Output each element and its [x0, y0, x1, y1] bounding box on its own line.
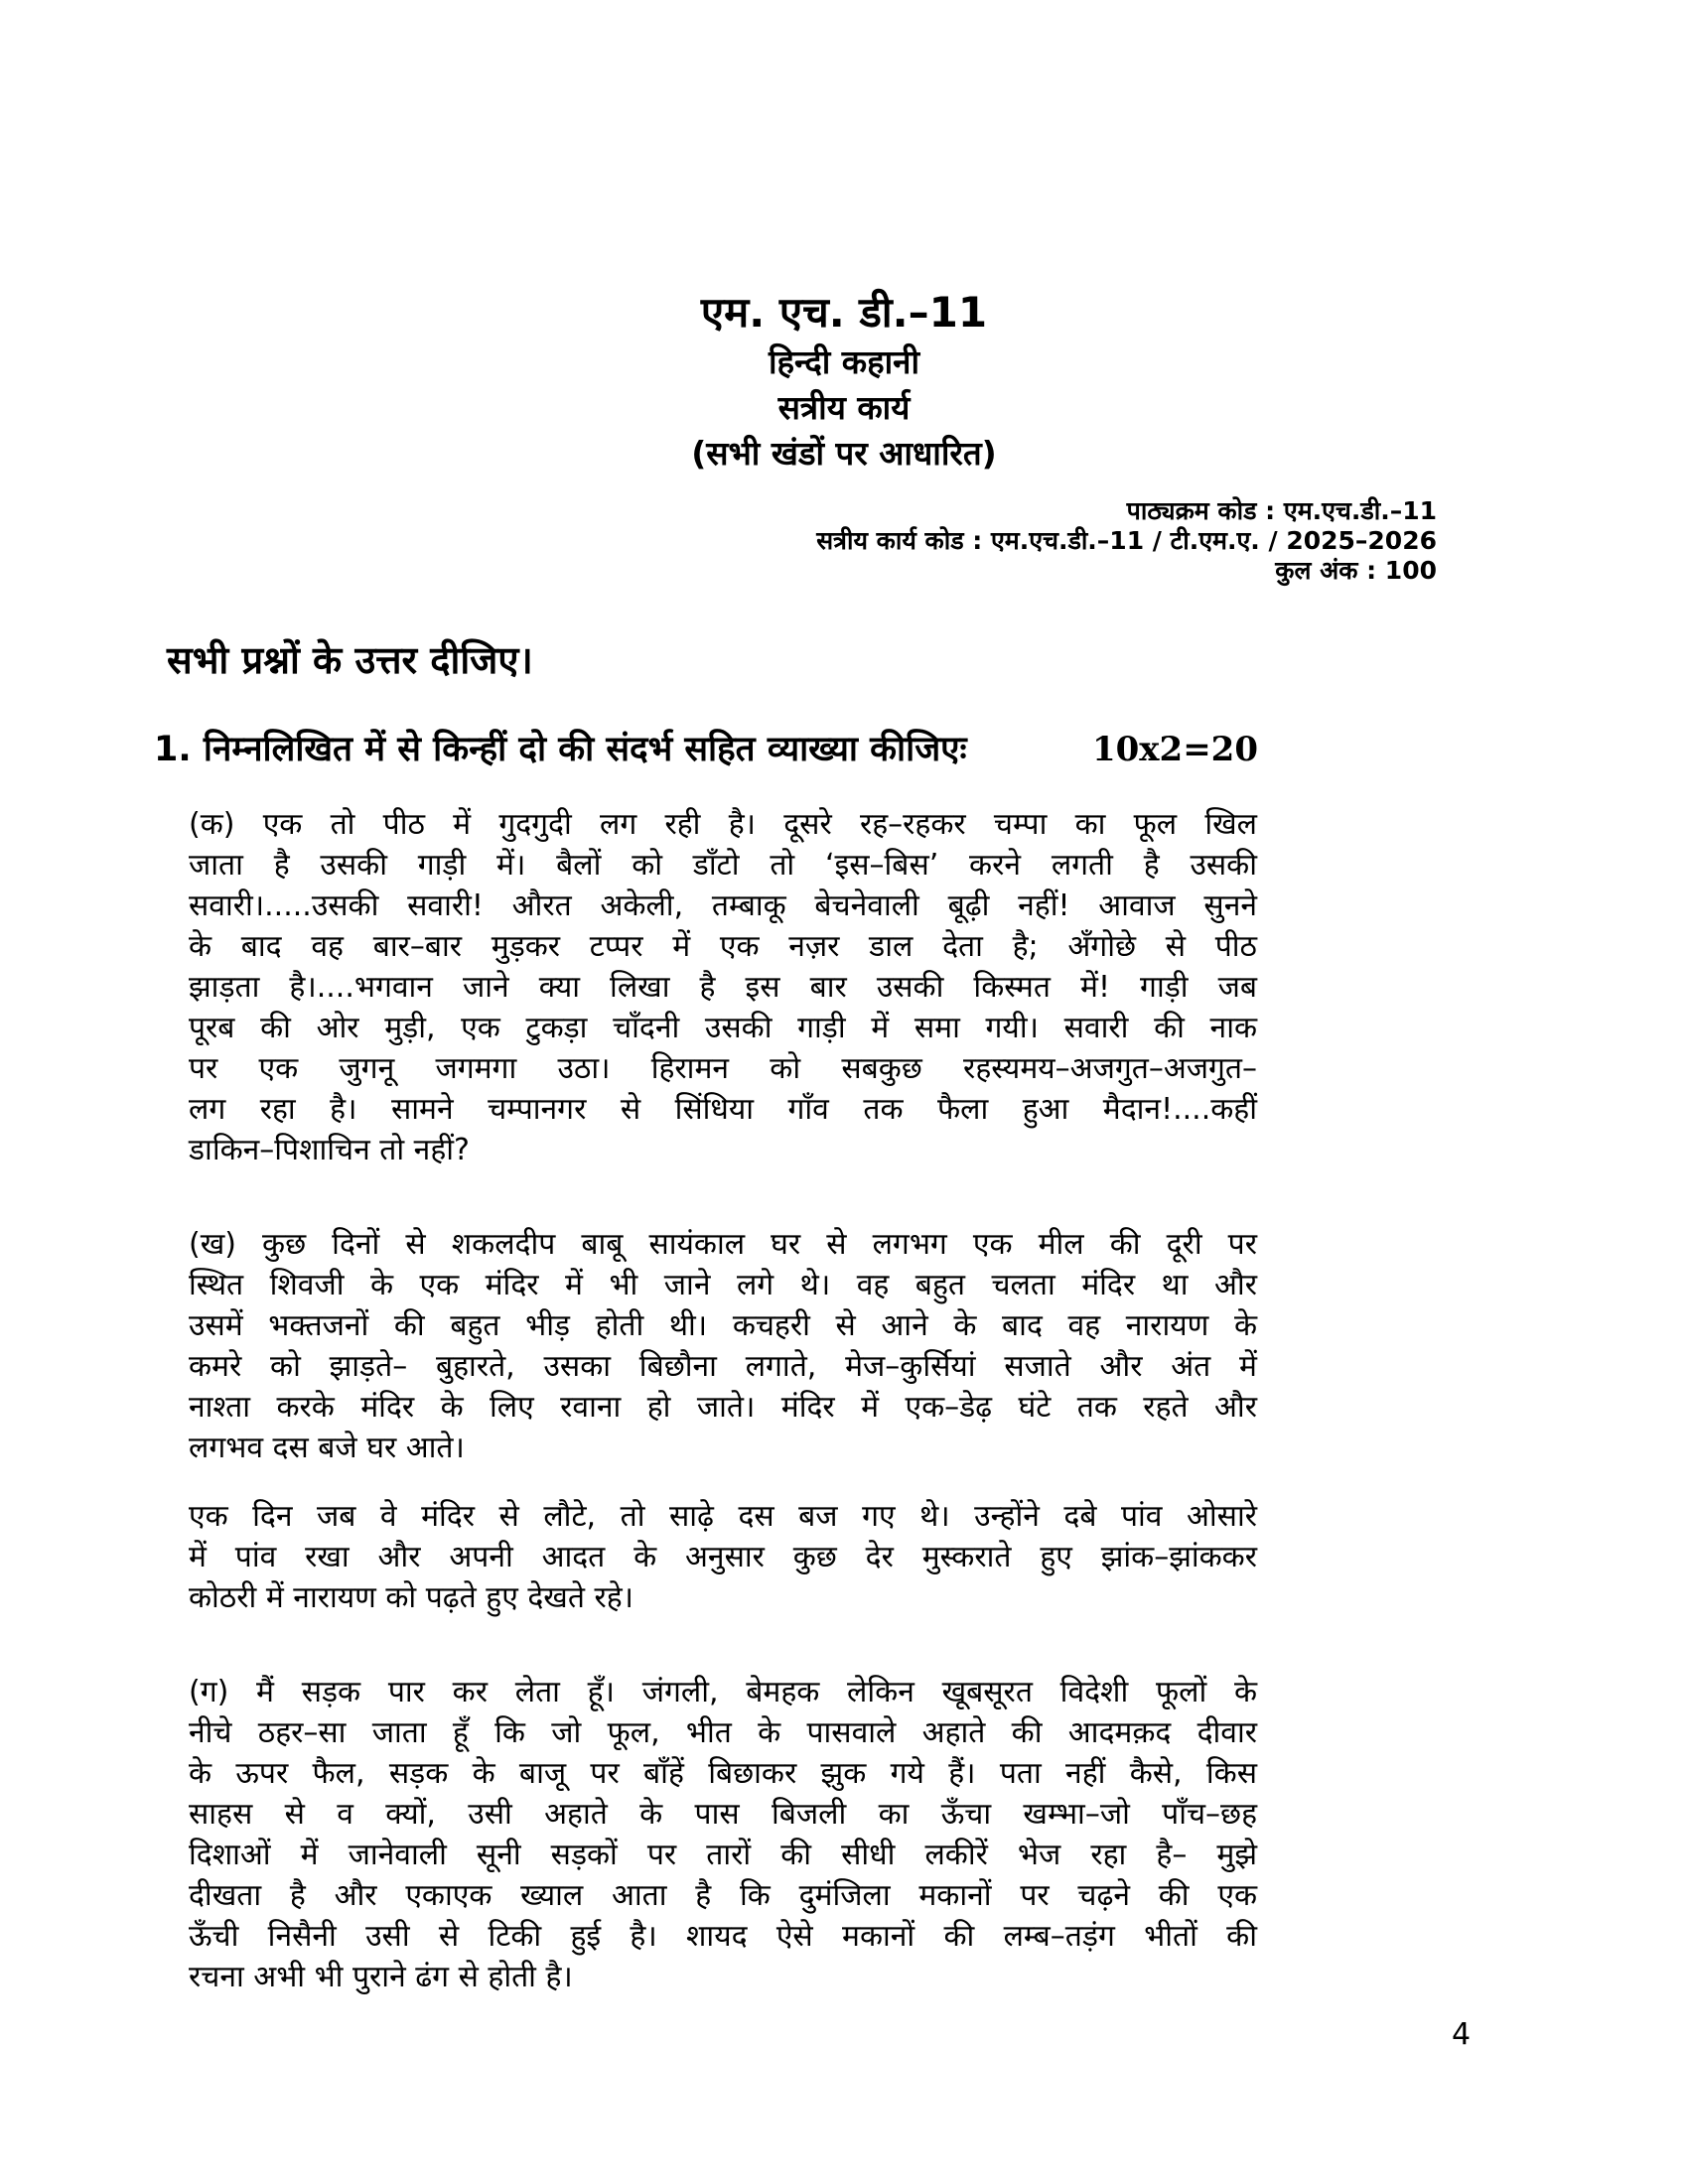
passage-line: रचना अभी भी पुराने ढंग से होती है।: [189, 1960, 573, 1994]
passages-container: [189, 804, 1257, 2051]
question-1-heading: [154, 725, 1258, 771]
passage-line: कमरे को झाड़ते– बुहारते, उसका बिछौना लगाते, मेज–कुर्सियां सजाते और अंत में: [189, 1349, 1257, 1384]
passage-line: सवारी।.....उसकी सवारी! औरत अकेली, तम्बाकू बेचनेवाली बूढ़ी नहीं! आवाज सुनने: [189, 888, 1257, 923]
passage-line: में पांव रखा और अपनी आदत के अनुसार कुछ देर मुस्कराते हुए झांक–झांककर: [189, 1540, 1257, 1574]
passage-line: (ग) मैं सड़क पार कर लेता हूँ। जंगली, बेमहक लेकिन खूबसूरत विदेशी फूलों के: [189, 1675, 1257, 1709]
passage-line: पर एक जुगनू जगमगा उठा। हिरामन को सबकुछ रहस्यमय–अजगुत–अजगुत–: [189, 1051, 1257, 1086]
course-name: हिन्दी कहानी: [768, 342, 920, 381]
passage-line: (ख) कुछ दिनों से शकलदीप बाबू सायंकाल घर से लगभग एक मील की दूरी पर: [189, 1227, 1257, 1262]
passage-line: डाकिन–पिशाचिन तो नहीं?: [189, 1133, 470, 1167]
passage-line: नाश्ता करके मंदिर के लिए रवाना हो जाते। मंदिर में एक–डेढ़ घंटे तक रहते और: [189, 1390, 1257, 1425]
passage-line: के ऊपर फैल, सड़क के बाजू पर बाँहें बिछाकर झुक गये हैं। पता नहीं कैसे, किस: [189, 1756, 1257, 1791]
passage-line: साहस से व क्यों, उसी अहाते के पास बिजली का ऊँचा खम्भा–जो पाँच–छह: [189, 1797, 1257, 1832]
passage-line: उसमें भक्तजनों की बहुत भीड़ होती थी। कचहरी से आने के बाद वह नारायण के: [189, 1308, 1257, 1343]
question-1-text: 1. निम्नलिखित में से किन्हीं दो की संदर्भ सहित व्याख्या कीजिएः: [154, 730, 967, 769]
total-marks-line: कुल अंक : 100: [1275, 556, 1437, 585]
assignment-scope: (सभी खंडों पर आधारित): [691, 434, 997, 473]
passage-ka: [189, 804, 1257, 1170]
passage-kha: [189, 1224, 1257, 1468]
passage-line: दिशाओं में जानेवाली सूनी सड़कों पर तारों की सीधी लकीरें भेज रहा है– मुझे: [189, 1838, 1257, 1872]
passage-line: एक दिन जब वे मंदिर से लौटे, तो साढ़े दस बज गए थे। उन्होंने दबे पांव ओसारे: [189, 1499, 1257, 1534]
assignment-code-line: सत्रीय कार्य कोड : एम.एच.डी.–11 / टी.एम.ए. / 2025–2026: [816, 526, 1437, 555]
assignment-type: सत्रीय कार्य: [777, 388, 911, 427]
assignment-meta: [816, 496, 1437, 586]
page-number: 4: [1452, 2017, 1472, 2052]
passage-line: पूरब की ओर मुड़ी, एक टुकड़ा चाँदनी उसकी गाड़ी में समा गयी। सवारी की नाक: [189, 1011, 1257, 1045]
passage-line: दीखता है और एकाएक ख्याल आता है कि दुमंजिला मकानों पर चढ़ने की एक: [189, 1878, 1257, 1913]
passage-line: जाता है उसकी गाड़ी में। बैलों को डाँटो तो ‘इस–बिस’ करने लगती है उसकी: [189, 848, 1257, 883]
passage-line: के बाद वह बार–बार मुड़कर टप्पर में एक नज़र डाल देता है; अँगोछे से पीठ: [189, 929, 1257, 964]
passage-line: झाड़ता है।....भगवान जाने क्या लिखा है इस बार उसकी किस्मत में! गाड़ी जब: [189, 970, 1257, 1005]
passage-kha-continuation: [189, 1496, 1257, 1618]
passage-line: लग रहा है। सामने चम्पानगर से सिंधिया गाँव तक फैला हुआ मैदान!....कहीं: [189, 1092, 1257, 1127]
document-header: [0, 286, 1688, 477]
passage-line: (क) एक तो पीठ में गुदगुदी लग रही है। दूसरे रह–रहकर चम्पा का फूल खिल: [189, 807, 1257, 842]
course-title: एम. एच. डी.–11: [700, 288, 988, 337]
passage-line: लगभव दस बजे घर आते।: [189, 1431, 465, 1465]
passage-ga: [189, 1672, 1257, 1997]
instruction-line: सभी प्रश्नों के उत्तर दीजिए।: [167, 638, 533, 682]
passage-line: नीचे ठहर–सा जाता हूँ कि जो फूल, भीत के पासवाले अहाते की आदमक़द दीवार: [189, 1715, 1258, 1750]
passage-line: ऊँची निसैनी उसी से टिकी हुई है। शायद ऐसे मकानों की लम्ब–तड़ंग भीतों की: [189, 1919, 1257, 1954]
passage-line: कोठरी में नारायण को पढ़ते हुए देखते रहे।: [189, 1580, 634, 1615]
course-code-line: पाठ्यक्रम कोड : एम.एच.डी.–11: [1126, 496, 1437, 525]
passage-line: स्थित शिवजी के एक मंदिर में भी जाने लगे थे। वह बहुत चलता मंदिर था और: [189, 1268, 1257, 1302]
question-1-marks: 10x2=20: [1091, 730, 1258, 769]
